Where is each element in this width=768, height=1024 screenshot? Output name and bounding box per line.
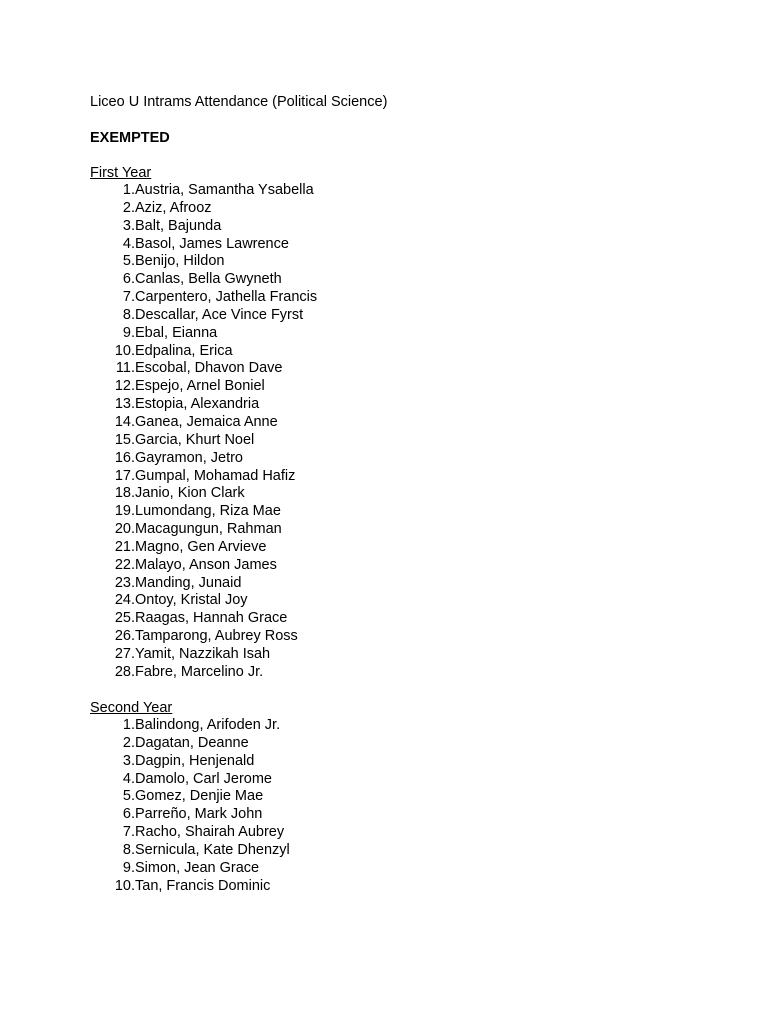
list-item-number: 10. [114, 877, 135, 894]
list-item-name: Yamit, Nazzikah Isah [135, 645, 271, 662]
list-item-name: Carpentero, Jathella Francis [135, 289, 318, 306]
list-item-name: Tamparong, Aubrey Ross [135, 628, 298, 645]
list-item-number: 8. [122, 306, 135, 323]
list-item-name: Ebal, Eianna [135, 324, 218, 341]
list-item-number: 12. [114, 378, 135, 395]
list-item-number: 20. [114, 521, 135, 538]
list-item-number: 8. [122, 841, 135, 858]
list-item-number: 22. [114, 556, 135, 573]
list-item-number: 2. [122, 734, 135, 751]
list-item [90, 485, 317, 503]
list-item [90, 860, 290, 878]
list-item [90, 842, 290, 860]
list-item [90, 253, 317, 271]
list-item-name: Racho, Shairah Aubrey [135, 824, 285, 841]
list-item [90, 717, 290, 735]
list-item-number: 25. [114, 610, 135, 627]
list-item [90, 450, 317, 468]
list-item [90, 788, 290, 806]
list-item-number: 14. [114, 413, 135, 430]
list-item-name: Gayramon, Jetro [135, 449, 243, 466]
list-item [90, 664, 317, 682]
list-item-number: 21. [114, 538, 135, 555]
list-item-number: 16. [114, 449, 135, 466]
list-item [90, 200, 317, 218]
first-year-list [90, 182, 317, 682]
list-item-name: Gumpal, Mohamad Hafiz [135, 467, 296, 484]
list-item-number: 18. [114, 485, 135, 502]
list-item-name: Basol, James Lawrence [135, 235, 289, 252]
list-item-name: Sernicula, Kate Dhenzyl [135, 841, 290, 858]
list-item-number: 13. [114, 396, 135, 413]
list-item-name: Balindong, Arifoden Jr. [135, 717, 281, 733]
list-item-name: Espejo, Arnel Boniel [135, 378, 265, 395]
list-item-name: Ontoy, Kristal Joy [135, 592, 248, 609]
second-year-list [90, 717, 290, 895]
list-item-number: 6. [122, 271, 135, 288]
list-item [90, 343, 317, 361]
list-item-number: 5. [122, 253, 135, 270]
list-item-number: 15. [114, 431, 135, 448]
list-item [90, 628, 317, 646]
list-item-name: Descallar, Ace Vince Fyrst [135, 306, 304, 323]
list-item-name: Fabre, Marcelino Jr. [135, 663, 264, 680]
list-item-name: Benijo, Hildon [135, 253, 225, 270]
list-item [90, 735, 290, 753]
list-item-number: 9. [122, 324, 135, 341]
list-item-number: 1. [122, 717, 135, 733]
list-item-name: Estopia, Alexandria [135, 396, 260, 413]
list-item [90, 521, 317, 539]
list-item [90, 610, 317, 628]
list-item [90, 378, 317, 396]
list-item-number: 19. [114, 503, 135, 520]
list-item-name: Aziz, Afrooz [135, 199, 212, 216]
list-item [90, 824, 290, 842]
second-year-section [90, 699, 290, 895]
list-item-number: 26. [114, 628, 135, 645]
list-item-name: Raagas, Hannah Grace [135, 610, 288, 627]
list-item [90, 646, 317, 664]
list-item [90, 753, 290, 771]
list-item-name: Garcia, Khurt Noel [135, 431, 255, 448]
list-item [90, 771, 290, 789]
first-year-label: First Year [90, 165, 152, 181]
list-item [90, 878, 290, 896]
list-item-name: Gomez, Denjie Mae [135, 788, 264, 805]
list-item-number: 3. [122, 217, 135, 234]
list-item-number: 23. [114, 574, 135, 591]
document-title: Liceo U Intrams Attendance (Political Science) [90, 94, 388, 110]
list-item-name: Janio, Kion Clark [135, 485, 245, 502]
list-item-number: 7. [122, 824, 135, 841]
list-item-name: Magno, Gen Arvieve [135, 538, 267, 555]
list-item [90, 307, 317, 325]
list-item-number: 28. [114, 663, 135, 680]
list-item [90, 289, 317, 307]
list-item-number: 11. [115, 360, 135, 377]
list-item-number: 9. [122, 859, 135, 876]
list-item [90, 432, 317, 450]
list-item-name: Damolo, Carl Jerome [135, 770, 272, 787]
list-item-number: 3. [122, 752, 135, 769]
list-item-name: Parreño, Mark John [135, 806, 263, 823]
list-item [90, 468, 317, 486]
list-item-number: 24. [114, 592, 135, 609]
list-item-name: Lumondang, Riza Mae [135, 503, 281, 520]
list-item-name: Escobal, Dhavon Dave [135, 360, 283, 377]
second-year-label: Second Year [90, 700, 173, 716]
list-item-name: Austria, Samantha Ysabella [135, 182, 314, 198]
list-item [90, 396, 317, 414]
list-item-number: 4. [122, 235, 135, 252]
list-item-name: Simon, Jean Grace [135, 859, 260, 876]
list-item-number: 2. [122, 199, 135, 216]
list-item [90, 236, 317, 254]
list-item-number: 6. [122, 806, 135, 823]
list-item [90, 271, 317, 289]
list-item-number: 10. [114, 342, 135, 359]
list-item [90, 182, 317, 200]
list-item-number: 7. [122, 289, 135, 306]
list-item [90, 539, 317, 557]
list-item-number: 1. [122, 182, 135, 198]
list-item-name: Dagpin, Henjenald [135, 752, 255, 769]
list-item-number: 27. [114, 645, 135, 662]
list-item [90, 575, 317, 593]
list-item [90, 414, 317, 432]
list-item-number: 5. [122, 788, 135, 805]
list-item [90, 503, 317, 521]
list-item [90, 325, 317, 343]
list-item-name: Ganea, Jemaica Anne [135, 413, 278, 430]
list-item-number: 4. [122, 770, 135, 787]
first-year-section [90, 164, 317, 682]
list-item [90, 360, 317, 378]
list-item-name: Balt, Bajunda [135, 217, 222, 234]
section-heading-exempted: EXEMPTED [90, 130, 170, 146]
list-item [90, 592, 317, 610]
list-item-name: Macagungun, Rahman [135, 521, 282, 538]
list-item [90, 557, 317, 575]
list-item-name: Edpalina, Erica [135, 342, 233, 359]
list-item-name: Malayo, Anson James [135, 556, 277, 573]
list-item-name: Canlas, Bella Gwyneth [135, 271, 282, 288]
list-item [90, 218, 317, 236]
list-item-name: Dagatan, Deanne [135, 734, 249, 751]
list-item [90, 806, 290, 824]
list-item-number: 17. [114, 467, 135, 484]
list-item-name: Manding, Junaid [135, 574, 242, 591]
list-item-name: Tan, Francis Dominic [135, 877, 271, 894]
